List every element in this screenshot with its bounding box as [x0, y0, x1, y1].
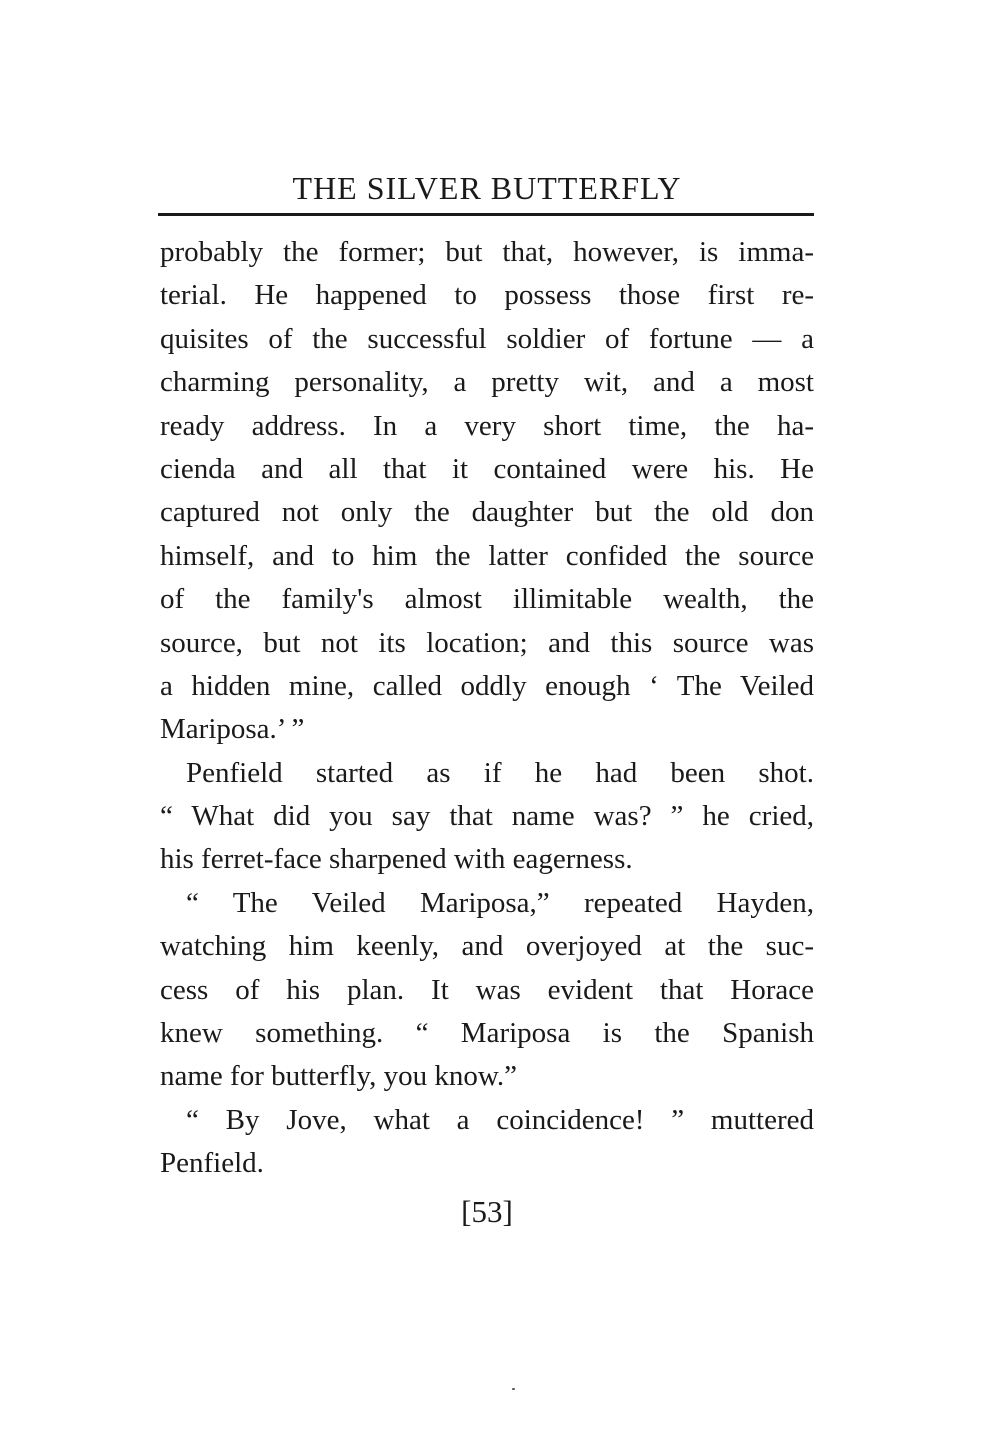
- text-line: name for butterfly, you know.”: [160, 1060, 518, 1093]
- text-line: Mariposa.’ ”: [160, 713, 305, 746]
- scan-speck: [512, 1388, 515, 1390]
- text-line: cienda and all that it contained were his. He: [160, 452, 814, 485]
- text-line: knew something. “ Mariposa is the Spanish: [160, 1017, 814, 1050]
- text-line: watching him keenly, and overjoyed at the suc-: [160, 930, 814, 963]
- text-line: “ The Veiled Mariposa,” repeated Hayden,: [186, 886, 814, 919]
- page-number: [53]: [461, 1194, 513, 1229]
- text-line: terial. He happened to possess those first re-: [160, 279, 814, 312]
- header-rule: [158, 213, 814, 216]
- text-line: captured not only the daughter but the old don: [160, 496, 814, 529]
- body-text: [160, 231, 814, 1186]
- text-line: “ By Jove, what a coincidence! ” muttered: [186, 1103, 814, 1136]
- text-line: “ What did you say that name was? ” he cried,: [160, 800, 814, 833]
- text-line: charming personality, a pretty wit, and a most: [160, 366, 814, 399]
- text-line: probably the former; but that, however, is imma-: [160, 236, 814, 268]
- text-line: quisites of the successful soldier of fortune — a: [160, 322, 814, 355]
- text-line: of the family's almost illimitable wealth, the: [160, 583, 814, 616]
- text-line: Penfield.: [160, 1147, 264, 1180]
- text-line: source, but not its location; and this source was: [160, 626, 814, 659]
- running-title: THE SILVER BUTTERFLY: [292, 170, 682, 206]
- text-line: his ferret-face sharpened with eagerness.: [160, 843, 633, 876]
- text-line: Penfield started as if he had been shot.: [186, 756, 814, 789]
- text-line: ready address. In a very short time, the ha-: [160, 409, 814, 442]
- text-line: cess of his plan. It was evident that Horace: [160, 973, 814, 1006]
- text-line: himself, and to him the latter confided the source: [160, 539, 814, 572]
- text-line: a hidden mine, called oddly enough ‘ The Veiled: [160, 669, 814, 702]
